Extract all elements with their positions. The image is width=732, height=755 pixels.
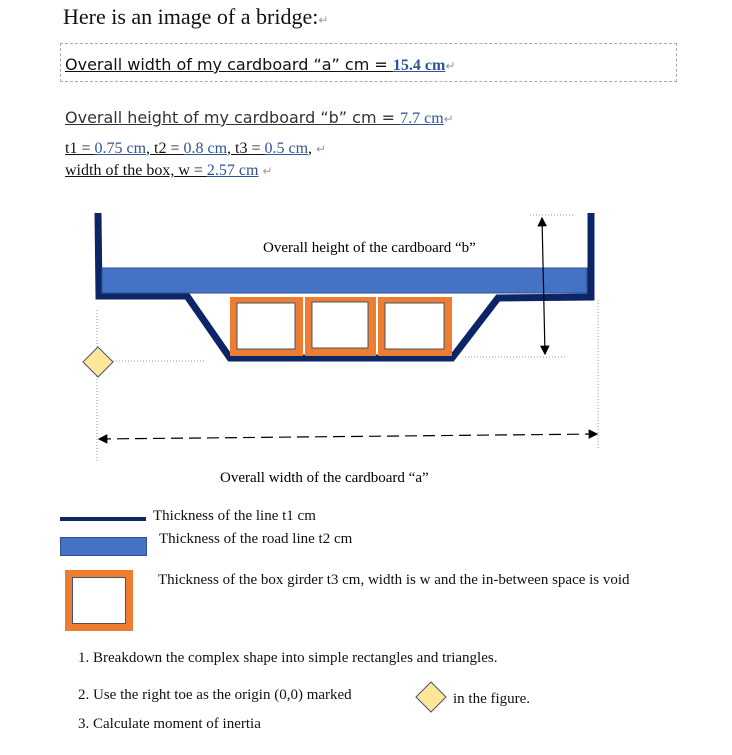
paragraph-mark: ↵ xyxy=(262,164,273,178)
height-label: Overall height of my cardboard “b” cm = xyxy=(65,108,401,127)
width-value: 15.4 cm xyxy=(392,57,446,74)
paragraph-mark: ↵ xyxy=(318,13,329,27)
legend-girder-void xyxy=(72,577,126,624)
height-caption: Overall height of the cardboard “b” xyxy=(263,240,476,256)
t2-label: , t2 = xyxy=(146,140,184,157)
paragraph-mark: ↵ xyxy=(316,142,327,156)
box-void-2 xyxy=(312,302,368,348)
legend-girder-text: Thickness of the box girder t3 cm, width is w and the in-between space is void xyxy=(158,572,630,588)
box-void-3 xyxy=(385,303,444,349)
box-width-value: 2.57 cm xyxy=(206,162,259,179)
legend-line-text: Thickness of the line t1 cm xyxy=(153,508,316,524)
height-value: 7.7 cm xyxy=(400,110,444,127)
paragraph-mark: ↵ xyxy=(443,112,454,126)
legend-line-swatch xyxy=(60,517,146,521)
width-caption: Overall width of the cardboard “a” xyxy=(220,470,429,486)
t3-label: , t3 = xyxy=(227,140,265,157)
legend-girder-swatch xyxy=(65,570,133,631)
step-3: 3. Calculate moment of inertia xyxy=(78,716,261,732)
heading-text: Here is an image of a bridge: xyxy=(63,4,319,29)
t3-value: 0.5 cm xyxy=(264,140,309,157)
origin-diamond-icon xyxy=(414,680,448,714)
box-void-1 xyxy=(237,303,295,349)
step-2: 2. Use the right toe as the origin (0,0) marked xyxy=(78,687,352,703)
comma: , xyxy=(308,140,313,157)
width-arrow xyxy=(99,434,597,439)
origin-diamond-icon xyxy=(83,347,113,377)
width-label: Overall width of my cardboard “a” cm = xyxy=(65,55,393,74)
legend-road-text: Thickness of the road line t2 cm xyxy=(159,531,353,547)
box-width-label: width of the box, w = xyxy=(65,162,207,179)
t2-value: 0.8 cm xyxy=(183,140,228,157)
t1-label: t1 = xyxy=(65,140,95,157)
step-1: 1. Breakdown the complex shape into simple rectangles and triangles. xyxy=(78,650,498,666)
box-girders xyxy=(230,297,452,356)
road-deck xyxy=(102,268,587,293)
legend-road-swatch xyxy=(60,537,147,556)
t1-value: 0.75 cm xyxy=(94,140,147,157)
step-2-suffix: in the figure. xyxy=(453,691,531,707)
paragraph-mark: ↵ xyxy=(445,59,456,73)
